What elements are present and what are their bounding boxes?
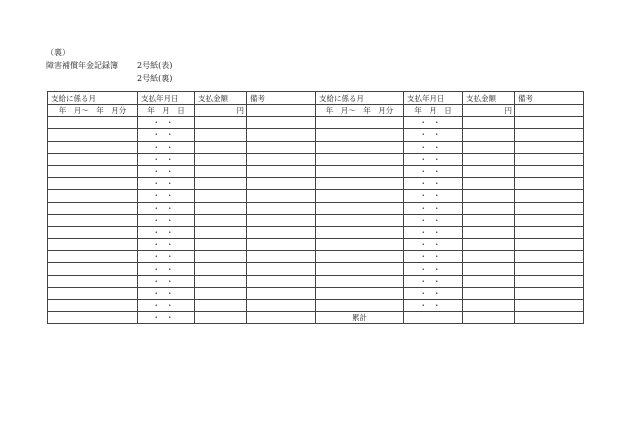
amount-cell: [195, 300, 247, 312]
table-row: [48, 141, 584, 153]
amount-cell: [463, 117, 515, 129]
remarks-cell: [515, 165, 584, 177]
table-row: [48, 105, 584, 117]
amount-cell: [195, 165, 247, 177]
amount-cell: [195, 117, 247, 129]
amount-cell: [463, 214, 515, 226]
date-cell: ・・: [404, 300, 463, 312]
column-header: 支給に係る月: [48, 92, 138, 105]
date-cell: ・・: [138, 226, 195, 238]
period-cell: [316, 263, 404, 275]
total-label: 累計: [316, 312, 404, 324]
amount-cell: [463, 153, 515, 165]
table-header-row: [48, 92, 584, 105]
amount-cell: [463, 251, 515, 263]
remarks-cell: [247, 226, 316, 238]
date-cell: ・・: [404, 226, 463, 238]
amount-cell: [195, 251, 247, 263]
table-row: [48, 129, 584, 141]
period-cell: [48, 202, 138, 214]
table-row: [48, 275, 584, 287]
amount-cell: [195, 263, 247, 275]
remarks-cell: [247, 287, 316, 299]
amount-cell: [195, 239, 247, 251]
reverse-side-label: （裏）: [46, 48, 70, 57]
remarks-cell: [515, 202, 584, 214]
table-row: [48, 178, 584, 190]
amount-cell: [463, 190, 515, 202]
period-cell: [316, 239, 404, 251]
period-cell: [48, 287, 138, 299]
table-row: [48, 202, 584, 214]
period-cell: [316, 287, 404, 299]
amount-cell: [463, 202, 515, 214]
period-cell: [48, 312, 138, 324]
column-header: 備考: [247, 92, 316, 105]
remarks-cell: [247, 190, 316, 202]
period-cell: [316, 226, 404, 238]
amount-cell: [463, 141, 515, 153]
amount-cell: [463, 239, 515, 251]
date-cell: ・・: [138, 300, 195, 312]
remarks-cell: [515, 105, 584, 117]
date-cell: 年 月 日: [404, 105, 463, 117]
remarks-cell: [515, 178, 584, 190]
date-cell: ・・: [404, 239, 463, 251]
period-cell: [316, 300, 404, 312]
date-cell: 年 月 日: [138, 105, 195, 117]
date-cell: ・・: [404, 202, 463, 214]
amount-cell: [195, 153, 247, 165]
remarks-cell: [247, 239, 316, 251]
period-cell: [316, 117, 404, 129]
amount-cell: [195, 214, 247, 226]
column-header: 備考: [515, 92, 584, 105]
remarks-cell: [515, 300, 584, 312]
remarks-cell: [515, 239, 584, 251]
remarks-cell: [247, 117, 316, 129]
amount-cell: [195, 275, 247, 287]
date-cell: ・・: [138, 190, 195, 202]
remarks-cell: [515, 129, 584, 141]
period-cell: [316, 251, 404, 263]
date-cell: ・・: [404, 178, 463, 190]
date-cell: ・・: [138, 251, 195, 263]
remarks-cell: [515, 117, 584, 129]
table-row: [48, 239, 584, 251]
remarks-cell: [247, 105, 316, 117]
remarks-cell: [515, 190, 584, 202]
period-cell: [316, 178, 404, 190]
date-cell: [404, 312, 463, 324]
total-row: [48, 312, 584, 324]
period-cell: [48, 153, 138, 165]
amount-cell: [195, 129, 247, 141]
date-cell: ・・: [404, 275, 463, 287]
date-cell: ・・: [138, 312, 195, 324]
period-cell: [316, 129, 404, 141]
period-cell: 年 月～ 年 月分: [316, 105, 404, 117]
period-cell: [316, 275, 404, 287]
period-cell: [48, 300, 138, 312]
remarks-cell: [247, 165, 316, 177]
date-cell: ・・: [404, 165, 463, 177]
ledger-title: 障害補償年金記録簿: [46, 61, 118, 70]
date-cell: ・・: [138, 141, 195, 153]
date-cell: ・・: [404, 287, 463, 299]
table-row: [48, 287, 584, 299]
period-cell: [316, 214, 404, 226]
date-cell: ・・: [404, 141, 463, 153]
remarks-cell: [247, 251, 316, 263]
column-header: 支払金額: [463, 92, 515, 105]
date-cell: ・・: [404, 129, 463, 141]
remarks-cell: [515, 263, 584, 275]
period-cell: [48, 214, 138, 226]
amount-cell: [195, 190, 247, 202]
date-cell: ・・: [138, 263, 195, 275]
amount-cell: [195, 226, 247, 238]
date-cell: ・・: [404, 214, 463, 226]
remarks-cell: [515, 251, 584, 263]
date-cell: ・・: [138, 287, 195, 299]
amount-cell: [195, 287, 247, 299]
remarks-cell: [247, 263, 316, 275]
date-cell: ・・: [138, 165, 195, 177]
date-cell: ・・: [138, 202, 195, 214]
date-cell: ・・: [404, 153, 463, 165]
remarks-cell: [247, 178, 316, 190]
column-header: 支払金額: [195, 92, 247, 105]
remarks-cell: [247, 129, 316, 141]
table-row: [48, 214, 584, 226]
remarks-cell: [247, 202, 316, 214]
period-cell: [48, 117, 138, 129]
amount-cell: [463, 226, 515, 238]
period-cell: [316, 190, 404, 202]
period-cell: [316, 202, 404, 214]
period-cell: [48, 129, 138, 141]
form-number-back: 2号紙(裏): [137, 74, 173, 83]
amount-cell: [195, 312, 247, 324]
table-row: [48, 190, 584, 202]
period-cell: [48, 178, 138, 190]
remarks-cell: [247, 300, 316, 312]
table-row: [48, 226, 584, 238]
period-cell: 年 月～ 年 月分: [48, 105, 138, 117]
date-cell: ・・: [138, 275, 195, 287]
amount-cell: [463, 287, 515, 299]
amount-cell: [195, 202, 247, 214]
table-row: [48, 117, 584, 129]
amount-cell: [463, 312, 515, 324]
amount-cell: 円: [195, 105, 247, 117]
amount-cell: [463, 178, 515, 190]
amount-cell: [463, 263, 515, 275]
remarks-cell: [247, 275, 316, 287]
remarks-cell: [247, 141, 316, 153]
period-cell: [48, 239, 138, 251]
date-cell: ・・: [404, 263, 463, 275]
date-cell: ・・: [138, 153, 195, 165]
date-cell: ・・: [138, 178, 195, 190]
period-cell: [48, 165, 138, 177]
amount-cell: [195, 141, 247, 153]
column-header: 支給に係る月: [316, 92, 404, 105]
amount-cell: [463, 275, 515, 287]
form-number-front: 2号紙(表): [137, 61, 173, 70]
table-row: [48, 153, 584, 165]
column-header: 支払年月日: [138, 92, 195, 105]
period-cell: [48, 141, 138, 153]
date-cell: ・・: [138, 129, 195, 141]
date-cell: ・・: [138, 239, 195, 251]
table-row: [48, 251, 584, 263]
date-cell: ・・: [404, 251, 463, 263]
period-cell: [48, 275, 138, 287]
pension-record-table: [47, 91, 584, 324]
remarks-cell: [515, 312, 584, 324]
amount-cell: [195, 178, 247, 190]
date-cell: ・・: [404, 190, 463, 202]
column-header: 支払年月日: [404, 92, 463, 105]
date-cell: ・・: [404, 117, 463, 129]
remarks-cell: [247, 153, 316, 165]
period-cell: [316, 141, 404, 153]
remarks-cell: [515, 141, 584, 153]
amount-cell: [463, 300, 515, 312]
period-cell: [48, 251, 138, 263]
period-cell: [48, 226, 138, 238]
table-row: [48, 263, 584, 275]
period-cell: [48, 263, 138, 275]
date-cell: ・・: [138, 117, 195, 129]
remarks-cell: [247, 312, 316, 324]
period-cell: [316, 165, 404, 177]
remarks-cell: [515, 214, 584, 226]
remarks-cell: [515, 275, 584, 287]
period-cell: [48, 190, 138, 202]
amount-cell: [463, 129, 515, 141]
remarks-cell: [515, 153, 584, 165]
remarks-cell: [515, 226, 584, 238]
period-cell: [316, 153, 404, 165]
amount-cell: 円: [463, 105, 515, 117]
remarks-cell: [247, 214, 316, 226]
amount-cell: [463, 165, 515, 177]
table-row: [48, 165, 584, 177]
remarks-cell: [515, 287, 584, 299]
table-row: [48, 300, 584, 312]
date-cell: ・・: [138, 214, 195, 226]
